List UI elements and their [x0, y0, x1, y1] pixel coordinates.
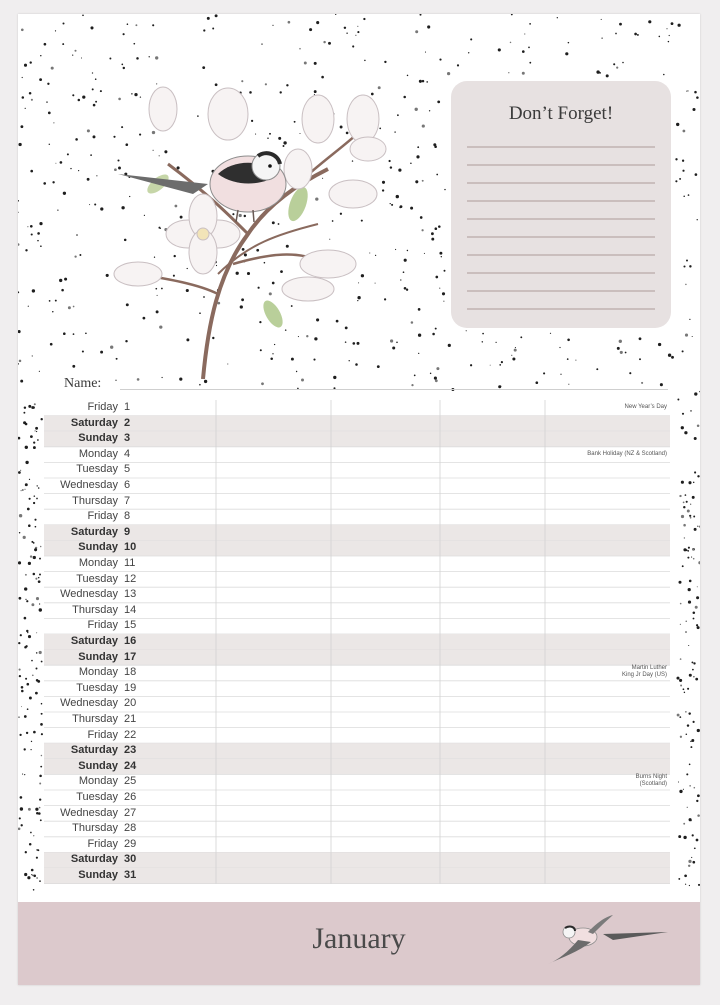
day-row[interactable]: [44, 682, 144, 697]
day-row[interactable]: [44, 448, 144, 463]
day-number: 27: [124, 806, 137, 819]
day-row[interactable]: [44, 807, 144, 822]
day-row[interactable]: [44, 729, 144, 744]
day-name: Monday: [78, 447, 118, 460]
day-number: 7: [124, 494, 131, 507]
day-row[interactable]: [44, 479, 144, 494]
day-number: 18: [124, 666, 137, 679]
day-number: 2: [124, 416, 131, 429]
day-name: Saturday: [70, 525, 118, 538]
day-number: 29: [124, 837, 137, 850]
holiday-note-line: Bank Holiday (NZ & Scotland): [587, 450, 667, 457]
day-number: 19: [124, 681, 137, 694]
day-name: Monday: [78, 775, 118, 788]
day-number: 30: [124, 853, 137, 866]
day-name: Saturday: [70, 853, 118, 866]
day-name: Sunday: [78, 432, 118, 445]
day-row[interactable]: [44, 791, 144, 806]
day-name: Friday: [87, 728, 118, 741]
day-name: Tuesday: [76, 463, 118, 476]
day-name: Wednesday: [60, 806, 118, 819]
day-row[interactable]: [44, 760, 144, 775]
month-footer: [18, 902, 700, 985]
day-number: 20: [124, 697, 137, 710]
day-number: 31: [124, 869, 137, 881]
day-name: Saturday: [70, 744, 118, 757]
day-number: 16: [124, 635, 137, 647]
flying-bird-icon: [543, 912, 673, 972]
day-number: 1: [124, 401, 131, 413]
holiday-note: [625, 404, 667, 411]
holiday-note-line: New Year’s Day: [624, 404, 667, 410]
day-name: Tuesday: [76, 572, 118, 585]
day-number: 22: [124, 728, 137, 741]
day-name: Wednesday: [60, 588, 118, 601]
day-row[interactable]: [44, 541, 144, 556]
dont-forget-title: Don’t Forget!: [508, 103, 614, 124]
holiday-note: [622, 665, 667, 679]
day-row[interactable]: [44, 744, 144, 759]
day-row[interactable]: [44, 401, 144, 416]
day-number: 3: [124, 432, 131, 445]
day-row[interactable]: [44, 432, 144, 447]
day-name: Wednesday: [60, 697, 118, 710]
day-number: 4: [124, 447, 131, 460]
day-number: 17: [124, 650, 137, 663]
holiday-note-line: King Jr Day (US): [621, 672, 667, 679]
day-number: 10: [124, 541, 137, 554]
day-row[interactable]: [44, 463, 144, 478]
day-row[interactable]: [44, 635, 144, 650]
day-number: 11: [124, 557, 136, 569]
day-number: 21: [124, 713, 137, 725]
day-name: Monday: [78, 666, 118, 679]
day-name: Friday: [87, 510, 118, 523]
day-name: Sunday: [78, 650, 118, 663]
day-number: 15: [124, 619, 137, 632]
day-row[interactable]: [44, 666, 144, 681]
day-number: 28: [124, 822, 137, 835]
day-row[interactable]: [44, 526, 144, 541]
holiday-note: [636, 774, 667, 788]
day-row[interactable]: [44, 697, 144, 712]
day-name: Sunday: [78, 869, 118, 881]
day-name: Thursday: [72, 713, 118, 725]
day-name: Thursday: [72, 603, 118, 616]
holiday-note: [587, 451, 667, 458]
day-row[interactable]: [44, 775, 144, 790]
day-number: 25: [124, 775, 137, 788]
day-name: Tuesday: [76, 791, 118, 803]
day-row[interactable]: [44, 417, 144, 432]
day-number: 14: [124, 603, 137, 616]
day-number: 23: [124, 744, 137, 757]
day-number: 26: [124, 791, 137, 803]
day-row[interactable]: [44, 588, 144, 603]
day-name: Thursday: [72, 822, 118, 835]
day-row[interactable]: [44, 510, 144, 525]
month-title: January: [312, 922, 406, 955]
name-label: Name:: [64, 376, 102, 391]
day-row[interactable]: [44, 619, 144, 634]
day-name: Friday: [87, 401, 118, 413]
day-name: Wednesday: [60, 479, 118, 491]
holiday-note-line: (Scotland): [639, 781, 667, 788]
day-number: 12: [124, 572, 137, 585]
day-row[interactable]: [44, 838, 144, 853]
calendar-page: [18, 14, 700, 985]
day-row[interactable]: [44, 495, 144, 510]
day-name: Friday: [87, 837, 118, 850]
day-row[interactable]: [44, 651, 144, 666]
day-name: Sunday: [78, 541, 118, 554]
day-number: 6: [124, 479, 131, 491]
day-row[interactable]: [44, 853, 144, 868]
day-row[interactable]: [44, 869, 144, 884]
holiday-note-line: Burns Night: [635, 774, 667, 781]
day-row[interactable]: [44, 822, 144, 837]
day-number: 9: [124, 525, 131, 538]
day-name: Saturday: [70, 416, 118, 429]
day-number: 5: [124, 463, 131, 476]
day-name: Thursday: [72, 494, 118, 507]
day-number: 24: [124, 759, 137, 772]
day-name: Saturday: [70, 635, 118, 647]
day-row[interactable]: [44, 573, 144, 588]
day-name: Sunday: [78, 759, 118, 772]
day-row[interactable]: [44, 604, 144, 619]
day-name: Monday: [78, 557, 118, 569]
day-name: Tuesday: [76, 681, 118, 694]
day-number: 13: [124, 588, 137, 601]
day-number: 8: [124, 510, 131, 523]
day-row[interactable]: [44, 557, 144, 572]
day-row[interactable]: [44, 713, 144, 728]
day-name: Friday: [87, 619, 118, 632]
holiday-note-line: Martin Luther: [631, 665, 667, 672]
